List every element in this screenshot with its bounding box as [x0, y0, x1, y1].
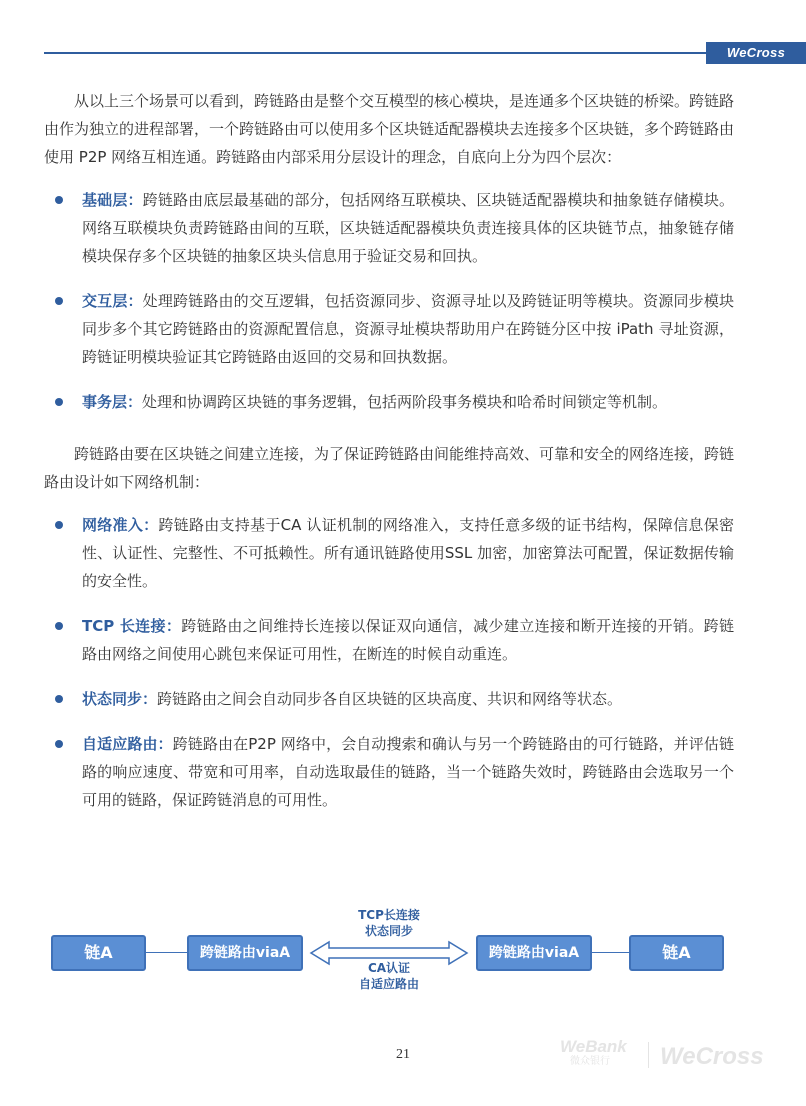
wecross-header-logo: WeCross: [706, 42, 806, 64]
page-number: 21: [396, 1047, 410, 1062]
list-item: [44, 186, 734, 270]
wecross-footer-logo: WeCross: [660, 1043, 764, 1070]
chain-left-node: 链A: [51, 935, 146, 971]
bullet-icon: [55, 297, 63, 305]
router-right-node: 跨链路由viaA: [476, 935, 592, 971]
intro-paragraph: 从以上三个场景可以看到，跨链路由是整个交互模型的核心模块，是连通多个区块链的桥梁。跨链路由作为独立的进程部署，一个跨链路由可以使用多个区块链适配器模块去连接多个区块链，多个跨链路由使用 P2P 网络互相连通。跨链路由内部采用分层设计的理念，自底向上分为四个层次：: [44, 92, 735, 166]
label-tcp: TCP长连接: [358, 908, 420, 922]
bullet-text: 跨链路由之间维持长连接以保证双向通信，减少建立连接和断开连接的开销。跨链路由网络之间使用心跳包来保证可用性，在断连的时候自动重连。: [82, 617, 734, 663]
list-item: [44, 685, 734, 713]
link-label-bottom: [329, 960, 449, 992]
bullet-term: 基础层：: [82, 191, 143, 209]
bullet-term: 网络准入：: [82, 516, 159, 534]
bullet-term: 自适应路由：: [82, 735, 173, 753]
list-item: [44, 730, 734, 814]
bullet-icon: [55, 398, 63, 406]
cross-chain-diagram: [0, 900, 806, 1000]
bullet-term: 状态同步：: [82, 690, 158, 708]
connector-right: [592, 952, 629, 953]
main-content: [44, 87, 734, 831]
list-item: [44, 388, 734, 416]
label-sync: 状态同步: [364, 924, 413, 938]
bullet-term: 事务层：: [82, 393, 143, 411]
bullet-text: 跨链路由在P2P 网络中，会自动搜索和确认与另一个跨链路由的可行链路，并评估链路的响应速度、带宽和可用率，自动选取最佳的链路，当一个链路失效时，跨链路由会选取另一个可用的链路，保证跨链消息的可用性。: [82, 735, 734, 809]
webank-logo: [560, 1038, 627, 1068]
bullet-icon: [55, 622, 63, 630]
layers-list: [44, 186, 734, 416]
mechanisms-list: [44, 511, 734, 814]
list-item: [44, 287, 734, 371]
list-item: [44, 612, 734, 668]
bullet-icon: [55, 196, 63, 204]
label-routing: 自适应路由: [358, 977, 419, 991]
chain-right-node: 链A: [629, 935, 724, 971]
bullet-term: TCP 长连接：: [82, 617, 182, 635]
bullet-text: 跨链路由支持基于CA 认证机制的网络准入，支持任意多级的证书结构，保障信息保密性、认证性、完整性、不可抵赖性。所有通讯链路使用SSL 加密，加密算法可配置，保证数据传输的安全性。: [82, 516, 734, 590]
bullet-text: 处理跨链路由的交互逻辑，包括资源同步、资源寻址以及跨链证明等模块。资源同步模块同步多个其它跨链路由的资源配置信息，资源寻址模块帮助用户在跨链分区中按 iPath 寻址资源，跨链证明模块验证其它跨链路由返回的交易和回执数据。: [82, 292, 734, 366]
footer-divider: [648, 1042, 649, 1068]
bullet-icon: [55, 695, 63, 703]
bullet-text: 跨链路由底层最基础的部分，包括网络互联模块、区块链适配器模块和抽象链存储模块。网络互联模块负责跨链路由间的互联，区块链适配器模块负责连接具体的区块链节点，抽象链存储模块保存多个区块链的抽象区块头信息用于验证交易和回执。: [82, 191, 734, 265]
connector-left: [146, 952, 187, 953]
bullet-term: 交互层：: [82, 292, 143, 310]
webank-logo-text: WeBank: [560, 1037, 627, 1056]
router-left-node: 跨链路由viaA: [187, 935, 303, 971]
bullet-icon: [55, 521, 63, 529]
network-paragraph: 跨链路由要在区块链之间建立连接，为了保证跨链路由间能维持高效、可靠和安全的网络连接，跨链路由设计如下网络机制：: [44, 445, 735, 491]
link-label-top: [329, 907, 449, 939]
bullet-icon: [55, 740, 63, 748]
list-item: [44, 511, 734, 595]
label-ca: CA认证: [367, 961, 411, 975]
bullet-text: 跨链路由之间会自动同步各自区块链的区块高度、共识和网络等状态。: [157, 690, 623, 708]
bullet-text: 处理和协调跨区块链的事务逻辑，包括两阶段事务模块和哈希时间锁定等机制。: [142, 393, 668, 411]
webank-logo-subtext: 微众银行: [570, 1056, 610, 1067]
header-rule: [44, 52, 706, 54]
